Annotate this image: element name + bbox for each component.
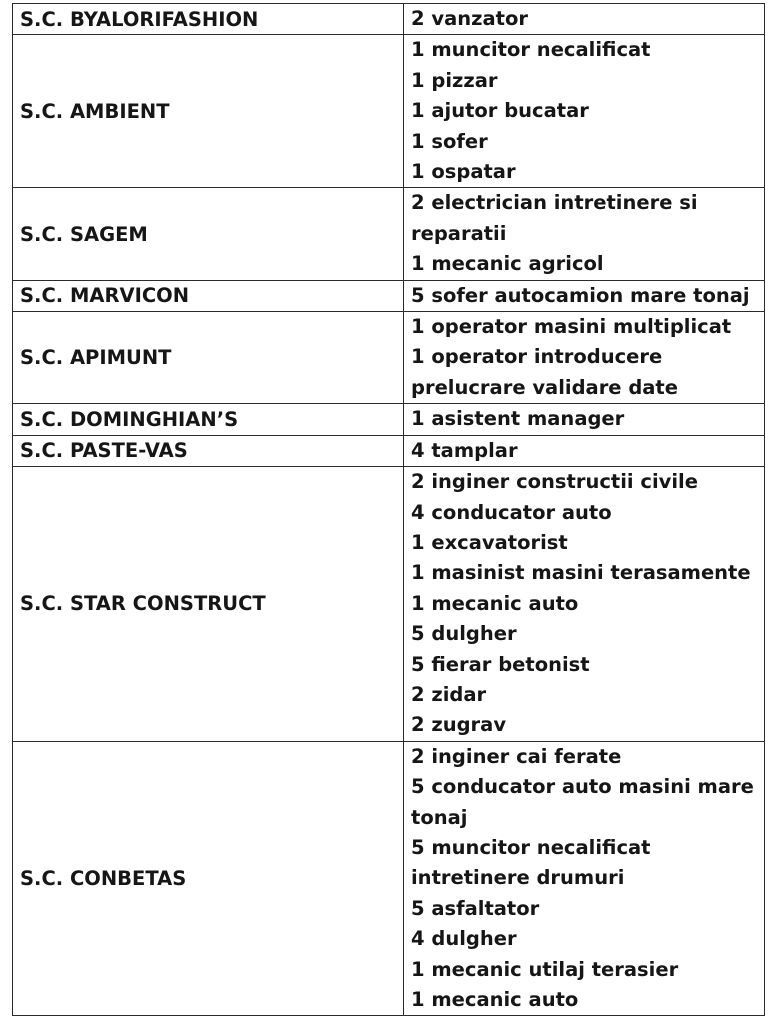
- company-name: S.C. PASTE-VAS: [13, 435, 404, 466]
- table-row: [13, 188, 765, 280]
- job-item: 1 ospatar: [411, 160, 516, 184]
- job-item: 2 zidar: [411, 682, 487, 706]
- job-list: [404, 435, 765, 466]
- job-item: 1 excavatorist: [411, 530, 568, 554]
- table-row: [13, 280, 765, 311]
- table-row: [13, 467, 765, 742]
- job-item: 2 electrician intretinere si reparatii: [411, 191, 698, 245]
- job-list: [404, 404, 765, 435]
- job-item: 2 inginer cai ferate: [411, 744, 622, 768]
- job-item: 4 dulgher: [411, 927, 517, 951]
- table-row: [13, 312, 765, 404]
- job-item: 1 mecanic auto: [411, 988, 579, 1011]
- job-item: 1 ajutor bucatar: [411, 99, 589, 123]
- job-list: [404, 4, 765, 35]
- company-name: S.C. BYALORIFASHION: [13, 4, 404, 35]
- company-name: S.C. APIMUNT: [13, 312, 404, 404]
- job-item: 1 operator introducere prelucrare validare date: [411, 345, 678, 399]
- table-row: [13, 741, 765, 1016]
- job-item: 2 zugrav: [411, 713, 507, 737]
- job-item: 4 conducator auto: [411, 500, 612, 524]
- company-name: S.C. CONBETAS: [13, 741, 404, 1016]
- company-name: S.C. MARVICON: [13, 280, 404, 311]
- job-list: [404, 188, 765, 280]
- job-openings-body: [13, 4, 765, 1016]
- job-item: 5 conducator auto masini mare tonaj: [411, 775, 754, 829]
- job-item: 1 mecanic agricol: [411, 252, 604, 276]
- job-list: [404, 467, 765, 742]
- job-item: 4 tamplar: [411, 438, 518, 462]
- table-row: [13, 4, 765, 35]
- job-list: [404, 35, 765, 188]
- job-item: 1 asistent manager: [411, 407, 625, 431]
- job-item: 1 masinist masini terasamente: [411, 561, 751, 585]
- company-name: S.C. DOMINGHIAN’S: [13, 404, 404, 435]
- job-item: 1 mecanic auto: [411, 591, 579, 615]
- job-item: 5 sofer autocamion mare tonaj: [411, 283, 750, 307]
- job-item: 5 fierar betonist: [411, 652, 590, 676]
- company-name: S.C. AMBIENT: [13, 35, 404, 188]
- company-name: S.C. SAGEM: [13, 188, 404, 280]
- table-row: [13, 404, 765, 435]
- job-item: 5 dulgher: [411, 622, 517, 646]
- job-list: [404, 280, 765, 311]
- job-item: 5 asfaltator: [411, 896, 540, 920]
- job-openings-table: [12, 3, 765, 1016]
- job-item: 2 inginer constructii civile: [411, 470, 698, 494]
- table-row: [13, 35, 765, 188]
- job-item: 5 muncitor necalificat intretinere drumuri: [411, 835, 651, 890]
- job-item: 1 mecanic utilaj terasier: [411, 957, 679, 981]
- job-list: [404, 312, 765, 404]
- job-item: 1 sofer: [411, 129, 488, 153]
- table-row: [13, 435, 765, 466]
- job-item: 1 pizzar: [411, 68, 498, 92]
- job-item: 2 vanzator: [411, 7, 528, 30]
- job-list: [404, 741, 765, 1016]
- company-name: S.C. STAR CONSTRUCT: [13, 467, 404, 742]
- job-item: 1 operator masini multiplicat: [411, 315, 732, 339]
- job-item: 1 muncitor necalificat: [411, 38, 651, 62]
